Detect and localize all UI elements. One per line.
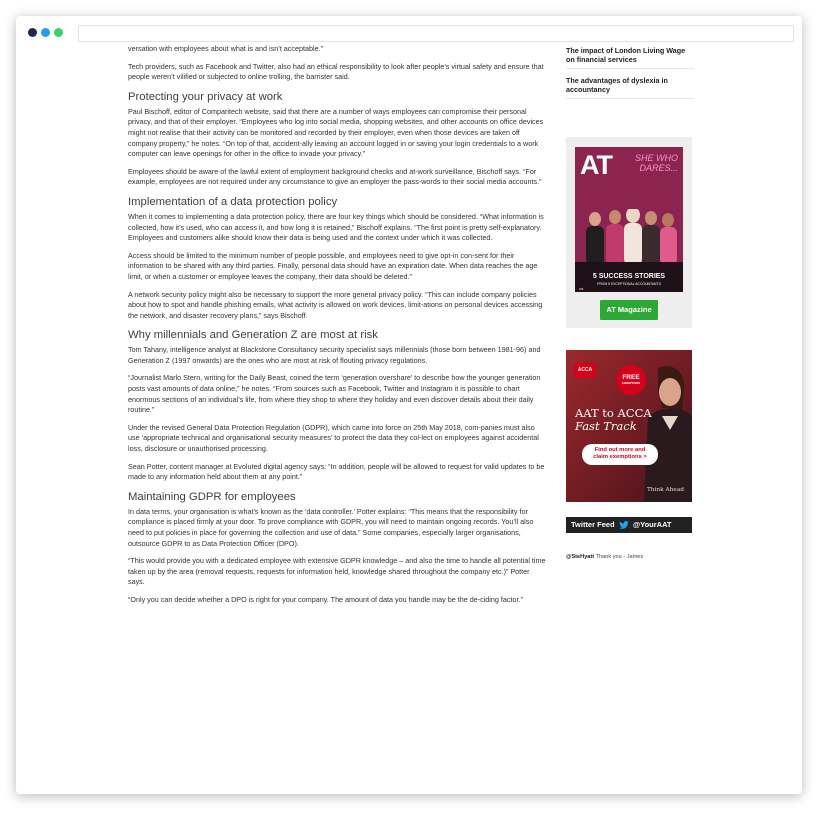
acca-title: [575, 407, 652, 433]
related-article-link[interactable]: The advantages of dyslexia in accountancy: [566, 74, 694, 99]
close-dot[interactable]: [28, 28, 37, 37]
free-badge: [616, 365, 646, 395]
section-heading: Protecting your privacy at work: [128, 90, 283, 103]
article-paragraph: Sean Potter, content manager at Evoluted digital agency says: “In addition, people will be allowed to request for valid updates to be made to any information held about them at any point.”: [128, 461, 545, 482]
minimize-dot[interactable]: [41, 28, 50, 37]
section-heading: Implementation of a data protection policy: [128, 195, 338, 208]
acca-title-line2: Fast Track: [575, 419, 637, 433]
cover-headline: 5 SUCCESS STORIES: [592, 273, 666, 280]
acca-cta-line1: Find out more and: [594, 447, 646, 453]
article-paragraph: “Journalist Marlo Stern, writing for the Daily Beast, coined the term ‘generation overshare’ to describe how the younger generation posts vast amounts of data online,” he notes. “From sources such as Facebook, Twitter and Instagram it is possible to chart enormous sections of an individual’s life, from where they shop to where they holiday and even discover details about their daily routine.”: [128, 373, 541, 415]
article-paragraph: versation with employees about what is and isn’t acceptable.”: [128, 44, 323, 53]
acca-logo: ACCA: [574, 363, 596, 378]
acca-tagline: Think Ahead: [646, 487, 684, 493]
cover-publisher: aat: [579, 287, 584, 291]
twitter-bird-icon: [619, 521, 629, 529]
tweet-user[interactable]: @SteHyatt: [566, 554, 595, 560]
cover-title: AT: [580, 150, 612, 180]
browser-window: [16, 16, 802, 794]
article-paragraph: Tech providers, such as Facebook and Twitter, also had an ethical responsibility to look after people’s virtual safety and ensure that people weren’t vilified or subjected to online trolling, the barrister said.: [128, 61, 544, 82]
related-article-link[interactable]: The impact of London Living Wage on financial services: [566, 44, 694, 69]
section-heading: Why millennials and Generation Z are most at risk: [128, 329, 378, 342]
article-paragraph: Paul Bischoff, editor of Comparitech website, said that there are a number of ways employees can compromise their personal privacy, and that of their employer. “Employees who log into social media, shopping websites, and other accounts on office devices might not realise that their activity can be monitored and recorded by their employer, even when those devices are taken off company property,” he notes. “On top of that, accident-ally leaving an account logged in or saving your login credentials to a work computer can leave openings for other in the office to invade your privacy.”: [128, 106, 544, 159]
twitter-feed-label: Twitter Feed: [571, 520, 615, 529]
twitter-feed-header[interactable]: [566, 517, 692, 533]
acca-title-line1: AAT to ACCA: [575, 406, 652, 420]
article-paragraph: “Only you can decide whether a DPO is right for your company. The amount of data you handle may be the de-ciding factor.”: [128, 594, 523, 604]
section-heading: Maintaining GDPR for employees: [128, 490, 296, 503]
free-badge-main: FREE: [622, 374, 640, 381]
magazine-cover[interactable]: [575, 147, 683, 292]
tweet-text: Thank you - James: [595, 554, 644, 560]
cover-subline: FROM 5 EXCEPTIONAL ACCOUNTANTS: [597, 282, 661, 286]
address-bar[interactable]: [78, 25, 794, 42]
acca-advert[interactable]: [566, 350, 692, 502]
maximize-dot[interactable]: [54, 28, 63, 37]
free-badge-sub: EXEMPTIONS: [621, 381, 641, 385]
at-magazine-promo: [566, 137, 692, 328]
acca-cta-button[interactable]: [582, 444, 658, 465]
cover-people-illustration: [581, 209, 677, 265]
article-paragraph: “This would provide you with a dedicated employee with extensive GDPR knowledge – and also the time to handle all potential time taken up by the area (removal requests, requests for information held, knowledge shared throughout the company etc.)” Potter says.: [128, 556, 546, 587]
article-paragraph: Tom Tahany, intelligence analyst at Blackstone Consultancy security specialist says millennials (those born between 1981-96) and Generation Z (1997 onwards) are the ones who are most at risk of flouting privacy regulations.: [128, 345, 541, 365]
article-paragraph: Employees should be aware of the lawful extent of employment background checks and at-work surveillance, Bischoff says. “For example, employees are not required under any circumstance to give an employer the pass-words to their social media accounts.”: [128, 166, 542, 187]
article-paragraph: In data terms, your organisation is what’s known as the ‘data controller.’ Potter explains: “This means that the responsibility for compliance is placed firmly at your door. To prove compliance with GDPR, you will need to maintain ongoing records. You’ll also need to put policies in place for governing the collection and use of data.” Some companies, especially larger organisations, outsource GDPR to as Data Protection Officer (DPO).: [128, 506, 534, 548]
sidebar: [566, 44, 694, 560]
twitter-handle: @YourAAT: [632, 520, 672, 529]
article-paragraph: Under the revised General Data Protection Regulation (GDPR), which came into force on 25th May 2018, com-panies must also use ‘appropriate technical and organisational security measures’ to protect the data they col-lect on employees against accidental loss, disclosure or unauthorised processing.: [128, 422, 539, 454]
article-body: [128, 44, 548, 613]
cover-tagline: SHE WHO DARES...: [634, 153, 678, 173]
acca-cta-line2: claim exemptions >: [593, 454, 647, 460]
tweet-item: [566, 554, 694, 560]
at-magazine-button[interactable]: AT Magazine: [600, 300, 658, 320]
article-paragraph: When it comes to implementing a data protection policy, there are four key things which should be considered. “What information is collected, how it’s used, who can access it, and how long it is retained,” Bischoff explains. “The first point is pretty self-explanatory. Employees and customers alike should know their data is being used and the context under which it was collected.: [128, 211, 544, 243]
article-paragraph: Access should be limited to the minimum number of people possible, and employees need to give opt-in con-sent for their information to be shared with any third parties. Finally, personal data should have an expiration date. When data reaches the age limit, or when a customer or employee leaves the company, their data should be deleted.”: [128, 250, 538, 281]
article-paragraph: A network security policy might also be necessary to support the more general privacy policy. “This can include company policies about how to spot and handle phishing emails, what activity is allowed on work devices, limit-ations on personal devices accessing the network, and disaster recovery plans,” says Bischoff.: [128, 289, 543, 320]
